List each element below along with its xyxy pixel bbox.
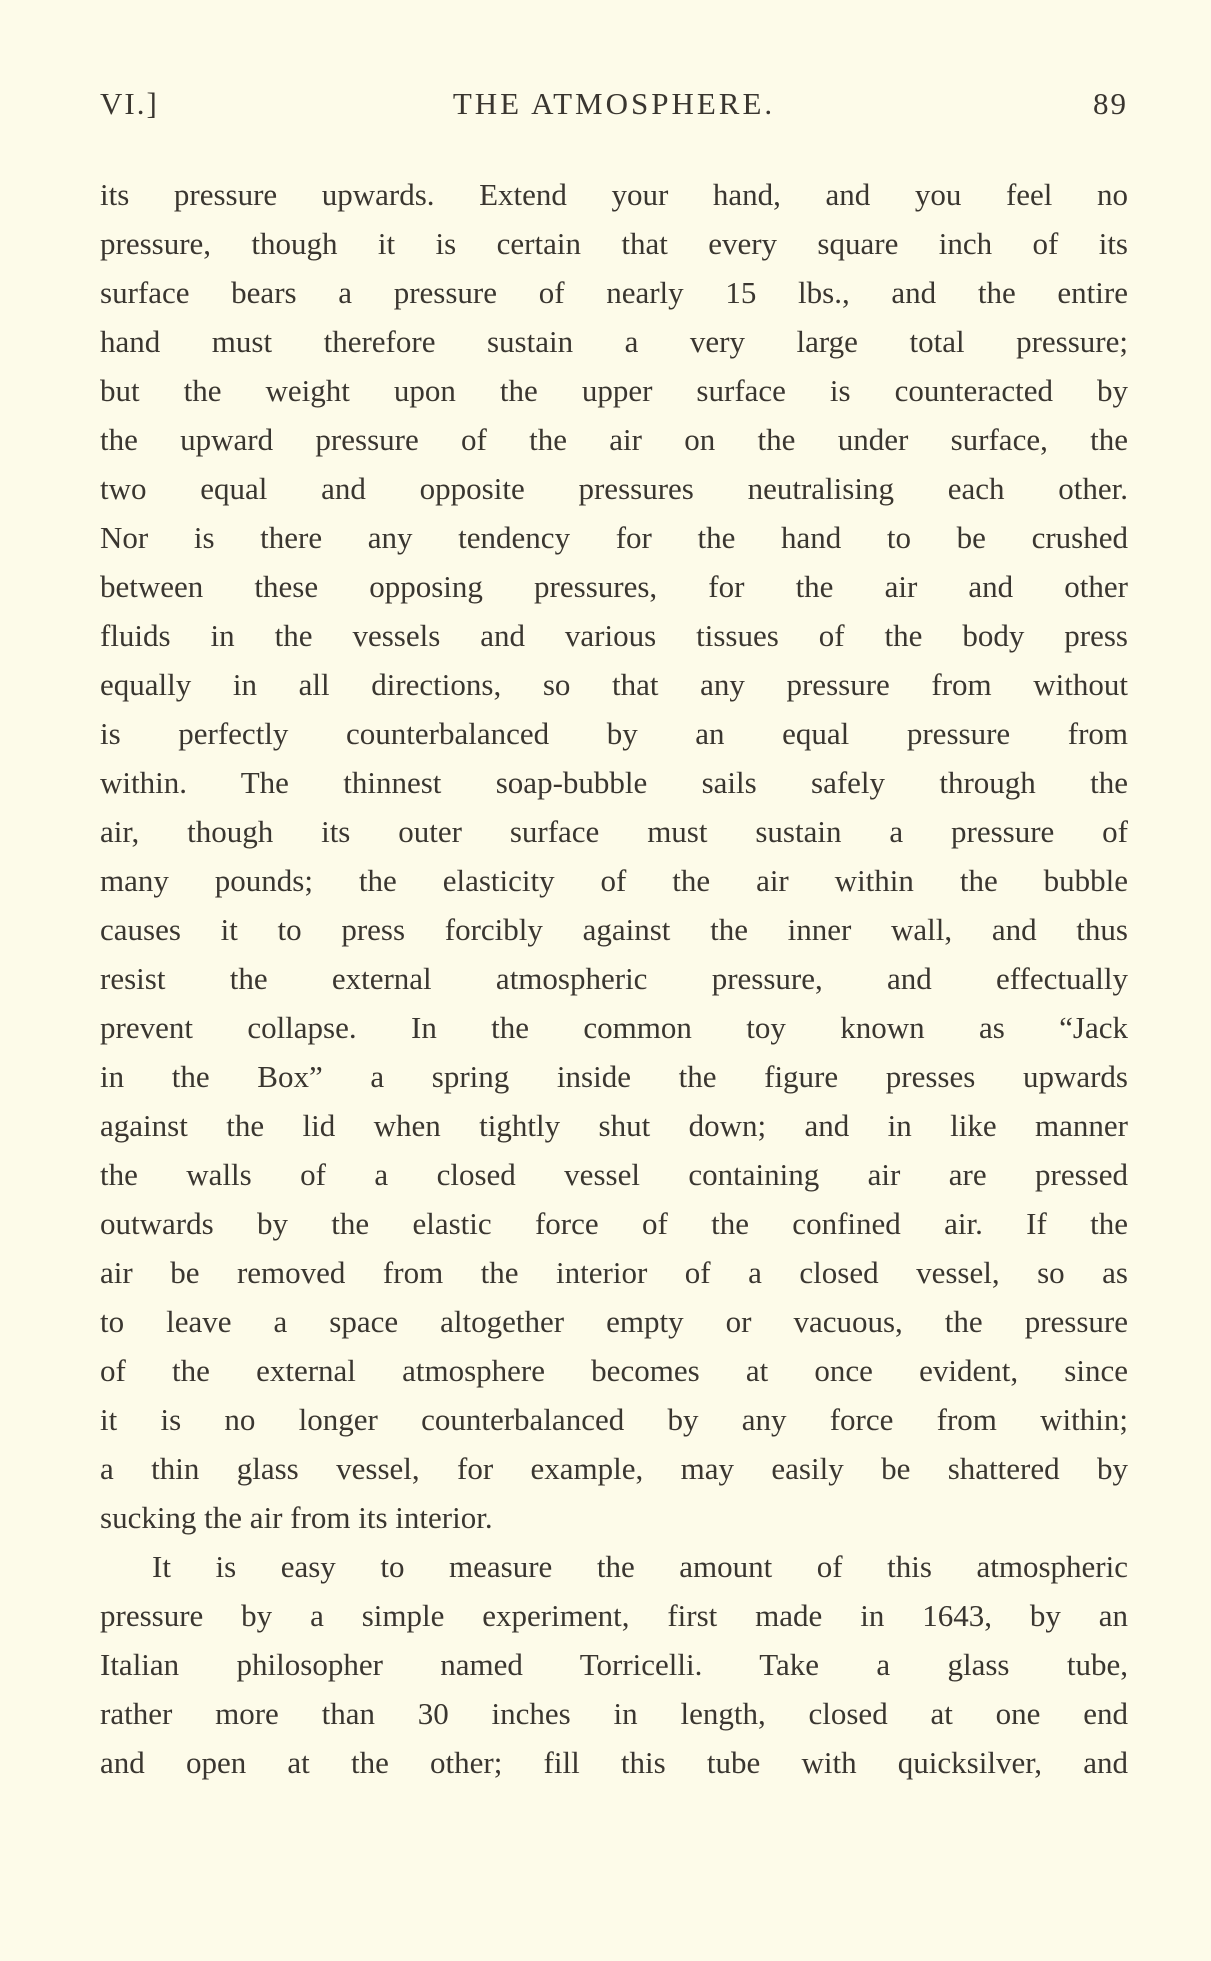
text-line: the upward pressure of the air on the under surface, the (100, 422, 1128, 457)
text-line: it is no longer counterbalanced by any force from within; (100, 1402, 1128, 1437)
text-line: equally in all directions, so that any pressure from without (100, 667, 1128, 702)
text-line: Nor is there any tendency for the hand to be crushed (100, 520, 1128, 555)
text-line: pressure, though it is certain that every square inch of its (100, 226, 1128, 261)
text-line: of the external atmosphere becomes at once evident, since (100, 1353, 1128, 1388)
text-line: resist the external atmospheric pressure, and effectually (100, 961, 1128, 996)
paragraph-1 (100, 170, 1128, 1542)
paragraph-2 (100, 1542, 1128, 1787)
running-head (100, 86, 1128, 126)
text-line: air, though its outer surface must sustain a pressure of (100, 814, 1128, 849)
text-line: outwards by the elastic force of the confined air. If the (100, 1206, 1128, 1241)
text-line: and open at the other; fill this tube with quicksilver, and (100, 1745, 1128, 1780)
text-line: sucking the air from its interior. (100, 1500, 493, 1535)
text-line: Italian philosopher named Torricelli. Take a glass tube, (100, 1647, 1128, 1682)
text-line: pressure by a simple experiment, first made in 1643, by an (100, 1598, 1128, 1633)
page-number: 89 (1093, 86, 1128, 121)
text-line: prevent collapse. In the common toy known as “Jack (100, 1010, 1128, 1045)
text-line: fluids in the vessels and various tissues of the body press (100, 618, 1128, 653)
text-line: to leave a space altogether empty or vacuous, the pressure (100, 1304, 1128, 1339)
text-line: against the lid when tightly shut down; and in like manner (100, 1108, 1128, 1143)
text-line: but the weight upon the upper surface is counteracted by (100, 373, 1128, 408)
text-line: hand must therefore sustain a very large total pressure; (100, 324, 1128, 359)
text-line: two equal and opposite pressures neutralising each other. (100, 471, 1128, 506)
text-line: between these opposing pressures, for the air and other (100, 569, 1128, 604)
text-line: causes it to press forcibly against the inner wall, and thus (100, 912, 1128, 947)
text-line: air be removed from the interior of a closed vessel, so as (100, 1255, 1128, 1290)
running-title: THE ATMOSPHERE. (452, 86, 776, 121)
chapter-number: VI.] (100, 86, 159, 121)
text-line: is perfectly counterbalanced by an equal pressure from (100, 716, 1128, 751)
text-line: surface bears a pressure of nearly 15 lbs., and the entire (100, 275, 1128, 310)
text-line: the walls of a closed vessel containing air are pressed (100, 1157, 1128, 1192)
text-line: within. The thinnest soap-bubble sails safely through the (100, 765, 1128, 800)
body-text (100, 170, 1128, 1787)
text-line: its pressure upwards. Extend your hand, and you feel no (100, 177, 1128, 212)
text-line: many pounds; the elasticity of the air within the bubble (100, 863, 1128, 898)
text-line: in the Box” a spring inside the figure presses upwards (100, 1059, 1128, 1094)
text-line: rather more than 30 inches in length, closed at one end (100, 1696, 1128, 1731)
text-line: It is easy to measure the amount of this atmospheric (152, 1549, 1128, 1584)
text-line: a thin glass vessel, for example, may easily be shattered by (100, 1451, 1128, 1486)
